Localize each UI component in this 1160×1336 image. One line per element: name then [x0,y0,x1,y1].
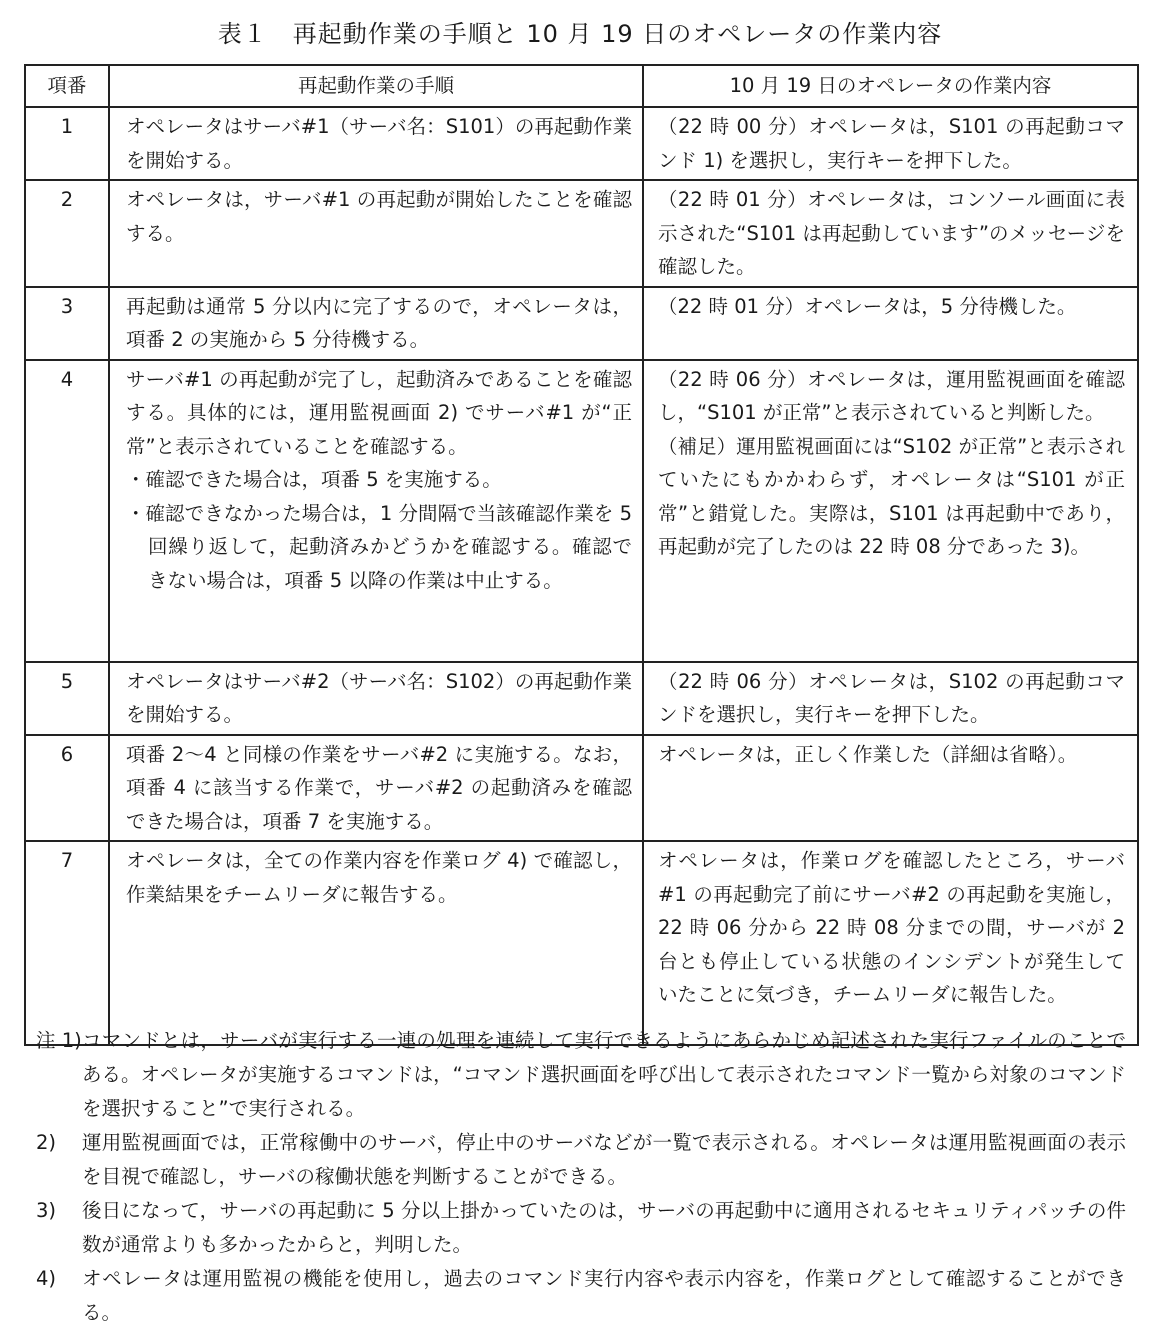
operation-text: （22 時 06 分）オペレータは，S102 の再起動コマンドを選択し，実行キーを押下した。 [658,669,1125,726]
procedure-cell [109,287,643,360]
footnote-text: オペレータは運用監視の機能を使用し，過去のコマンド実行内容や表示内容を，作業ログとして確認することができる。 [82,1267,1126,1324]
footnotes [36,1024,1126,1330]
table-header-row [25,65,1138,107]
operation-text: （22 時 01 分）オペレータは，5 分待機した。 [658,294,1077,318]
row-number: 5 [25,662,109,735]
operation-cell [643,107,1138,180]
operation-cell [643,662,1138,735]
procedure-bullet: ・確認できた場合は，項番 5 を実施する。 [126,468,502,491]
operation-text: （22 時 06 分）オペレータは，運用監視画面を確認し，“S101 が正常”と表示されていると判断した。 [658,367,1125,424]
table-row [25,360,1138,662]
procedure-text: オペレータはサーバ#1（サーバ名：S101）の再起動作業を開始する。 [126,115,632,172]
procedure-text: 項番 2～4 と同様の作業をサーバ#2 に実施する。なお，項番 4 に該当する作業で，サーバ#2 の起動済みを確認できた場合は，項番 7 を実施する。 [126,742,632,833]
footnote-text: 運用監視画面では，正常稼働中のサーバ，停止中のサーバなどが一覧で表示される。オペレータは運用監視画面の表示を目視で確認し，サーバの稼働状態を判断することができる。 [82,1131,1126,1188]
footnote-mark: 3) [36,1199,57,1222]
footnote-text: 後日になって，サーバの再起動に 5 分以上掛かっていたのは，サーバの再起動中に適用されるセキュリティパッチの件数が通常よりも多かったからと，判明した。 [82,1199,1126,1256]
footnote-mark: 4) [36,1267,57,1290]
row-number: 6 [25,735,109,842]
footnote [36,1194,1126,1262]
row-number: 7 [25,841,109,1045]
footnote [36,1126,1126,1194]
operation-cell [643,360,1138,662]
row-number: 3 [25,287,109,360]
row-number: 2 [25,180,109,287]
table-row [25,662,1138,735]
procedure-table [24,64,1139,1046]
table-row [25,841,1138,1045]
procedure-text: サーバ#1 の再起動が完了し，起動済みであることを確認する。具体的には，運用監視画面 2) でサーバ#1 が“正常”と表示されていることを確認する。 [126,367,632,458]
procedure-text: 再起動は通常 5 分以内に完了するので，オペレータは，項番 2 の実施から 5 分待機する。 [126,294,632,351]
footnote-text: コマンドとは，サーバが実行する一連の処理を連続して実行できるようにあらかじめ記述された実行ファイルのことである。オペレータが実施するコマンドは，“コマンド選択画面を呼び出して表示されたコマンド一覧から対象のコマンドを選択すること”で実行される。 [82,1029,1126,1120]
procedure-text: オペレータはサーバ#2（サーバ名：S102）の再起動作業を開始する。 [126,669,632,726]
procedure-text: オペレータは，サーバ#1 の再起動が開始したことを確認する。 [126,188,632,245]
header-operation: 10 月 19 日のオペレータの作業内容 [643,65,1138,107]
procedure-cell [109,841,643,1045]
operation-cell [643,841,1138,1045]
operation-cell [643,287,1138,360]
procedure-cell [109,180,643,287]
operation-text: （22 時 00 分）オペレータは，S101 の再起動コマンド 1) を選択し，実行キーを押下した。 [658,115,1125,172]
footnote [36,1024,1126,1126]
procedure-bullet: ・確認できなかった場合は，1 分間隔で当該確認作業を 5 回繰り返して，起動済みかどうかを確認する。確認できない場合は，項番 5 以降の作業は中止する。 [126,501,632,592]
table-row [25,735,1138,842]
operation-cell [643,180,1138,287]
operation-text: （22 時 01 分）オペレータは，コンソール画面に表示された“S101 は再起動しています”のメッセージを確認した。 [658,188,1125,278]
header-procedure: 再起動作業の手順 [109,65,643,107]
procedure-cell [109,662,643,735]
procedure-cell [109,107,643,180]
table-title: 表１ 再起動作業の手順と 10 月 19 日のオペレータの作業内容 [217,20,943,48]
table-row [25,180,1138,287]
procedure-text: オペレータは，全ての作業内容を作業ログ 4) で確認し，作業結果をチームリーダに報告する。 [126,849,632,906]
procedure-cell [109,360,643,662]
table-row [25,107,1138,180]
header-number: 項番 [25,65,109,107]
footnote-mark: 注 1) [36,1029,82,1052]
operation-text: オペレータは，正しく作業した（詳細は省略）。 [658,742,1078,766]
operation-text: オペレータは，作業ログを確認したところ，サーバ#1 の再起動完了前にサーバ#2 の再起動を実施し，22 時 06 分から 22 時 08 分までの間，サーバが 2 台とも停止している状態のインシデントが発生していたことに気づき，チームリーダに報告した。 [658,849,1125,1006]
operation-cell [643,735,1138,842]
row-number: 4 [25,360,109,662]
footnote [36,1262,1126,1330]
operation-supplement: （補足）運用監視画面には“S102 が正常”と表示されていたにもかかわらず，オペレータは“S101 が正常”と錯覚した。実際は，S101 は再起動中であり，再起動が完了したのは 22 時 08 分であった 3)。 [658,434,1125,558]
footnote-mark: 2) [36,1131,57,1154]
row-number: 1 [25,107,109,180]
procedure-cell [109,735,643,842]
table-row [25,287,1138,360]
